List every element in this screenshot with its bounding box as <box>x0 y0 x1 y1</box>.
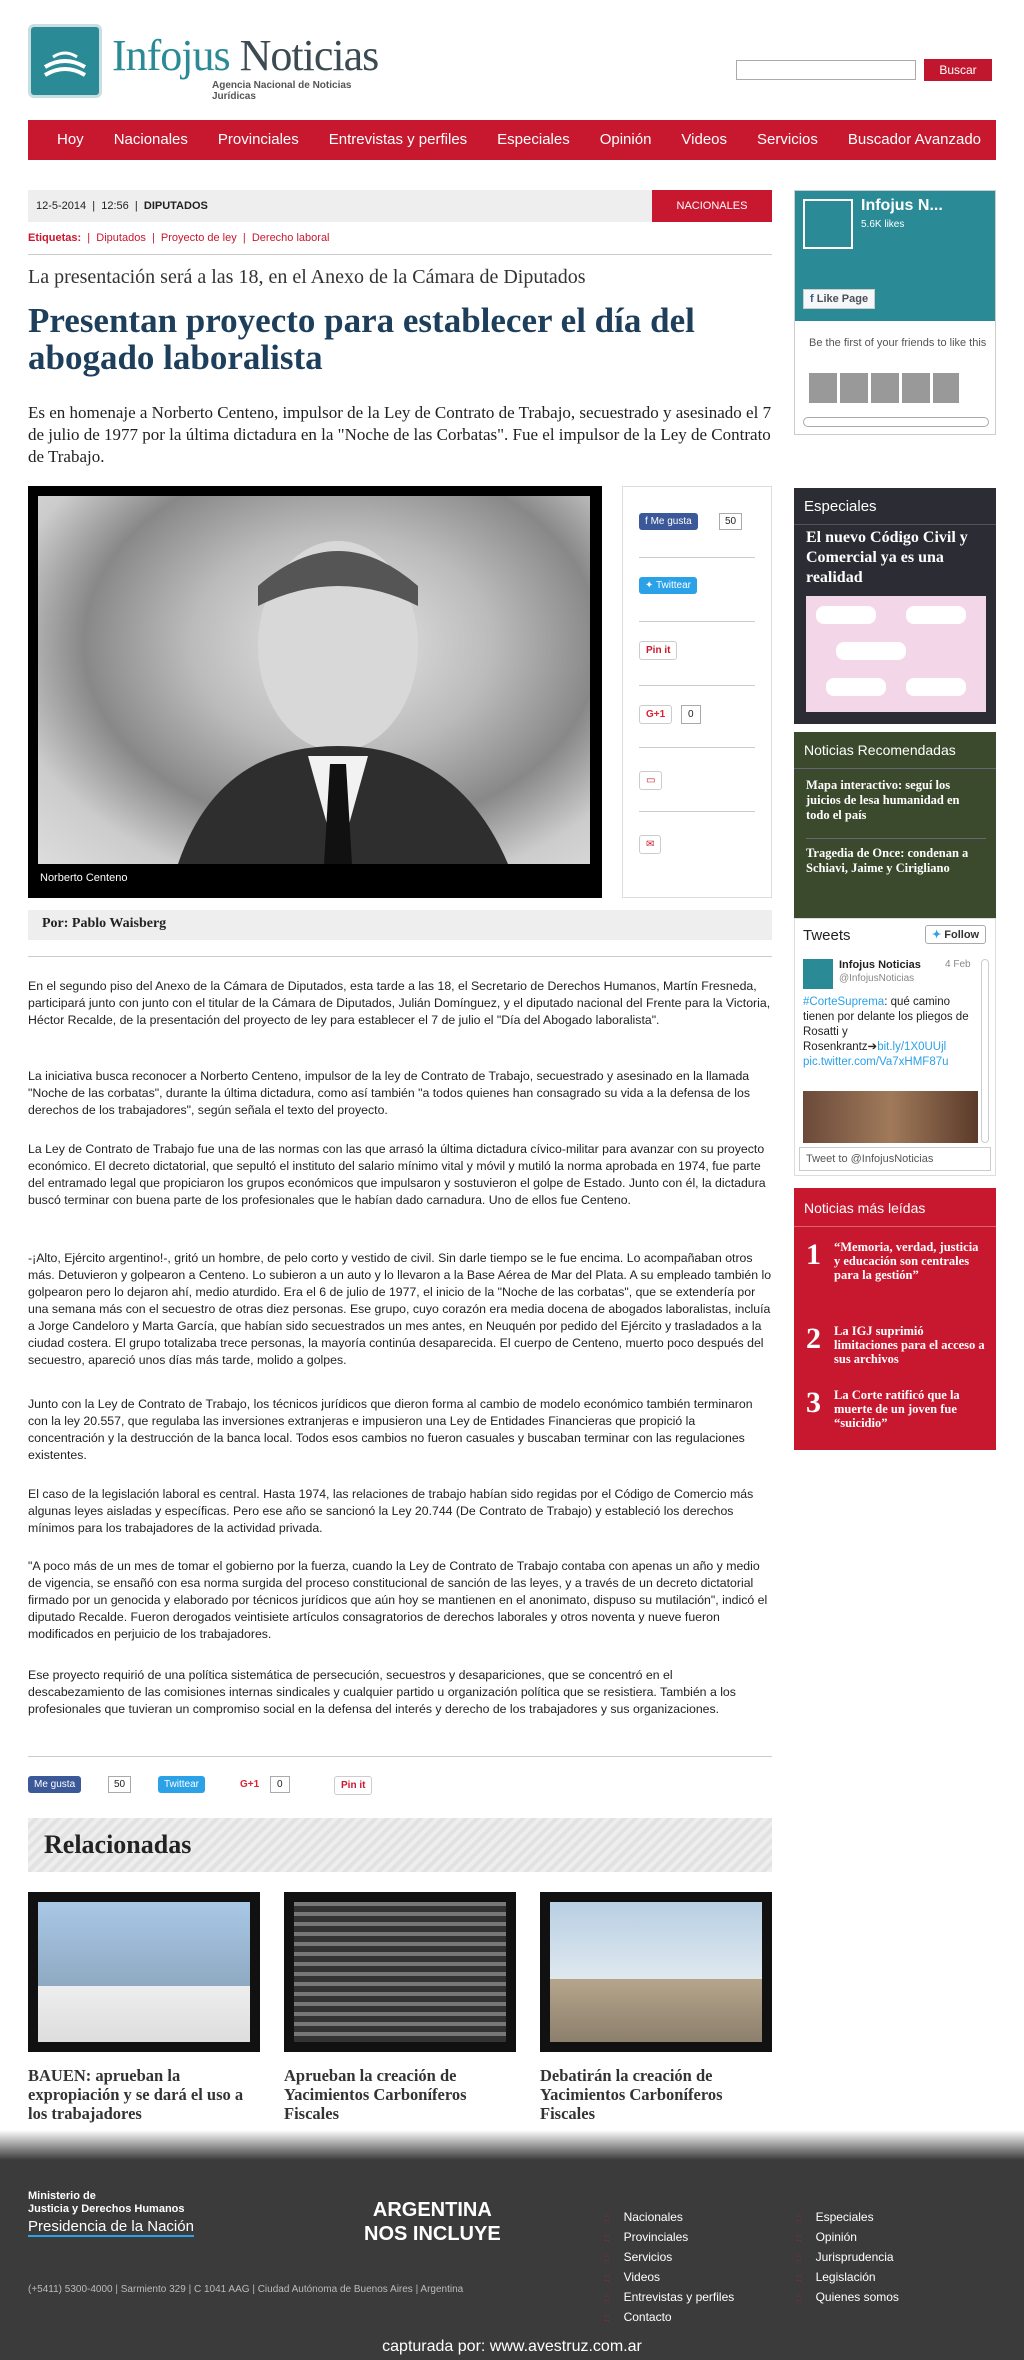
divider <box>639 557 755 558</box>
like-count: 50 <box>719 513 742 530</box>
tags-row: Etiquetas: | Diputados | Proyecto de ley | Derecho laboral <box>28 232 330 244</box>
bottom-share-bar <box>28 1774 772 1798</box>
divider <box>28 956 772 957</box>
print-icon[interactable]: ▭ <box>639 771 662 790</box>
tweet-label: Twittear <box>655 580 691 591</box>
mas-leida-item[interactable]: La Corte ratificó que la muerte de un joven fue “suicidio” <box>834 1388 960 1430</box>
related-image <box>284 1892 516 2052</box>
divider <box>639 621 755 622</box>
divider <box>806 838 986 839</box>
presidency-label: Presidencia de la Nación <box>28 2218 194 2235</box>
site-logo[interactable] <box>28 24 398 102</box>
nav-hoy[interactable]: Hoy <box>57 131 84 148</box>
footer-link[interactable]: :: Servicios <box>604 2250 672 2264</box>
ministry-line: Justicia y Derechos Humanos <box>28 2203 185 2215</box>
related-title-link[interactable]: Debatirán la creación de Yacimientos Carboníferos Fiscales <box>540 2066 723 2123</box>
tweet-link[interactable]: pic.twitter.com/Va7xHMF87u <box>803 1056 949 1068</box>
related-header <box>28 1818 772 1872</box>
fb-friends-text: Be the first of your friends to like this <box>809 337 987 349</box>
related-image <box>540 1892 772 2052</box>
footer-link[interactable]: :: Provinciales <box>604 2230 688 2244</box>
article-meta-bar: 12-5-2014 | 12:56 | DIPUTADOS NACIONALES <box>28 190 772 222</box>
article-byline: Por: Pablo Waisberg <box>28 910 772 940</box>
related-title: Relacionadas <box>44 1830 192 1859</box>
twitter-widget <box>794 918 996 1176</box>
article-paragraph: Ese proyecto requirió de una política sistemática de persecución, secuestros y desapariciones, que se concentró en el descabezamiento de las comisiones internas sindicales y cualquier partido u organización política que se resistiera. También a los profesionales que tuvieran un compromiso social en la defensa del interés y derecho de los trabajadores y sus organizaciones. <box>28 1668 736 1716</box>
fb-like-count: 5.6K likes <box>861 219 905 230</box>
especiales-title: Especiales <box>804 498 877 515</box>
nav-videos[interactable]: Videos <box>681 131 728 148</box>
footer-link[interactable]: :: Videos <box>604 2270 660 2284</box>
logo-tagline: Agencia Nacional de Noticias Jurídicas <box>212 80 352 102</box>
article-photo <box>28 486 602 898</box>
gplus-count: 0 <box>270 1776 290 1793</box>
email-icon[interactable]: ✉ <box>639 835 661 854</box>
article-headline: Presentan proyecto para establecer el día del abogado laboralista <box>28 301 695 377</box>
related-card[interactable] <box>284 1892 516 2123</box>
fb-icon: f <box>645 516 651 527</box>
especiales-box <box>794 488 996 724</box>
footer-link[interactable]: :: Quienes somos <box>796 2290 899 2304</box>
tweet-button[interactable] <box>639 577 697 594</box>
footer-link[interactable]: :: Jurisprudencia <box>796 2250 894 2264</box>
rank-number: 2 <box>806 1322 821 1355</box>
fb-cover <box>795 191 995 321</box>
related-title-link[interactable]: Aprueban la creación de Yacimientos Carboníferos Fiscales <box>284 2066 467 2123</box>
search-button[interactable]: Buscar <box>924 59 992 81</box>
nav-especiales[interactable]: Especiales <box>497 131 570 148</box>
article-paragraph: El caso de la legislación laboral es central. Hasta 1974, las relaciones de trabajo habían sido regidas por el Código de Comercio más algunas leyes aisladas y específicas. Pero ese año se sancionó la Ley 20.744 (De Contrato de Trabajo) y estableció los derechos mínimos para los trabajadores de la actividad privada. <box>28 1487 754 1535</box>
tweet-body: : qué camino tienen por delante los pliegos de Rosatti y Rosenkrantz➔ <box>803 996 969 1053</box>
portrait-image <box>38 496 590 864</box>
footer-link[interactable]: :: Nacionales <box>604 2210 683 2224</box>
logo-book-icon <box>28 24 102 98</box>
divider <box>639 747 755 748</box>
recomendada-item[interactable]: Mapa interactivo: seguí los juicios de lesa humanidad en todo el país <box>806 778 960 822</box>
search-input[interactable] <box>736 60 916 80</box>
divider <box>28 1756 772 1757</box>
related-title-link[interactable]: BAUEN: aprueban la expropiación y se dará el uso a los trabajadores <box>28 2066 244 2123</box>
main-navigation <box>28 120 996 160</box>
recomendada-item[interactable]: Tragedia de Once: condenan a Schiavi, Jaime y Cirigliano <box>806 846 969 875</box>
rank-number: 1 <box>806 1238 821 1271</box>
ministry-line: Ministerio de <box>28 2190 96 2202</box>
article-paragraph: Junto con la Ley de Contrato de Trabajo, los técnicos jurídicos que dieron forma al cambio de modelo económico también terminaron con la ley 20.557, que regulaba las inversiones extranjeras e impusieron una Ley de Entidades Financieras que propició la concentración y la destrucción de la banca local. Todos esos cambios no fueron casuales y buscaban terminar con las regulaciones existentes. <box>28 1397 753 1462</box>
twitter-bird-icon: ✦ <box>932 929 945 941</box>
article-paragraph: -¡Alto, Ejército argentino!-, gritó un hombre, de pelo corto y vestido de civil. Sin darle tiempo se le fue encima. Lo acompañaban otros más. Detuvieron y golpearon a Centeno. Lo subieron a un auto y lo llevaron a la Base Aérea de Mar del Plata. A su empleado también lo golpearon pero lo dejaron ahí, medio aturdido. Era el 6 de julio de 1977, el inicio de la "Noche de las corbatas", que se extendería por una semana más con el secuestro de otras diez personas. Ese grupo, cuyo corazón era media docena de abogados laboralistas, incluía a Jorge Candeloro y Marta García, que habían sido secuestrados un mes antes, en Neuquén por pedido del Ejército y trasladados a la ciudad costera. El grupo totalizaba trece personas, la mayoría continúa desaparecida. El cuerpo de Centeno, muerto poco después del secuestro, apareció unos días más tarde, molido a golpes. <box>28 1251 772 1367</box>
mas-leida-item[interactable]: La IGJ suprimió limitaciones para el acceso a sus archivos <box>834 1324 985 1366</box>
twitter-bird-icon: ✦ <box>645 580 656 591</box>
tweet-button[interactable]: Twittear <box>158 1776 205 1793</box>
rank-number: 3 <box>806 1386 821 1419</box>
gplus-count: 0 <box>681 705 701 724</box>
fb-page-name[interactable]: Infojus N... <box>861 197 943 214</box>
nav-opinion[interactable]: Opinión <box>599 131 652 148</box>
recomendadas-title: Noticias Recomendadas <box>804 742 956 758</box>
divider <box>28 254 772 255</box>
footer-link[interactable]: :: Contacto <box>604 2310 672 2324</box>
argentina-logo <box>364 2198 501 2246</box>
related-card[interactable] <box>540 1892 772 2123</box>
especiales-item[interactable]: El nuevo Código Civil y Comercial ya es una realidad <box>806 529 968 586</box>
article-section[interactable]: DIPUTADOS <box>143 200 208 212</box>
divider <box>794 768 996 769</box>
mas-leidas-box <box>794 1188 996 1450</box>
tags-label: Etiquetas: <box>28 232 82 244</box>
twitter-follow-button[interactable] <box>925 925 986 944</box>
nav-entrevistas[interactable]: Entrevistas y perfiles <box>328 131 468 148</box>
article-date: 12-5-2014 <box>36 200 87 212</box>
tweet-avatar[interactable] <box>803 959 833 989</box>
like-page-label: Like Page <box>816 293 869 305</box>
category-badge[interactable]: NACIONALES <box>652 190 772 222</box>
mas-leidas-title: Noticias más leídas <box>804 1200 926 1216</box>
ministry-logo[interactable] <box>28 2190 194 2237</box>
article-lead: Es en homenaje a Norberto Centeno, impulsor de la Ley de Contrato de Trabajo, secuestrado y asesinado el 7 de julio de 1977 por la última dictadura en la "Noche de las Corbatas". Fue el impulsor de la Ley de Contrato de Trabajo. <box>28 403 772 466</box>
tweet-text <box>803 995 978 1070</box>
fb-friend-avatars <box>809 373 959 403</box>
nav-servicios[interactable]: Servicios <box>757 131 818 148</box>
tweet-hashtag[interactable]: #CorteSuprema <box>803 996 885 1008</box>
nav-buscador-avanzado[interactable]: Buscador Avanzado <box>847 131 982 148</box>
nav-provinciales[interactable]: Provinciales <box>217 131 299 148</box>
article-paragraph: La iniciativa busca reconocer a Norberto Centeno, impulsor de la ley de Contrato de Trabajo, secuestrado y asesinado en la llamada "Noche de las corbatas", durante la última dictadura, como así también "a todos quienes han consagrado su vida a la defensa de los derechos de los trabajadores", según señala el texto del proyecto. <box>28 1069 750 1117</box>
footer-link[interactable]: :: Especiales <box>796 2210 874 2224</box>
pinit-button[interactable]: Pin it <box>334 1776 372 1795</box>
footer-link[interactable]: :: Legislación <box>796 2270 876 2284</box>
photo-caption: Norberto Centeno <box>40 872 128 884</box>
article-time: 12:56 <box>101 200 129 212</box>
footer-fade <box>0 2130 1024 2160</box>
fb-scrollbar[interactable] <box>803 417 989 427</box>
especiales-image[interactable] <box>806 596 986 712</box>
capture-credit: capturada por: www.avestruz.com.ar <box>382 2338 642 2355</box>
recomendadas-box <box>794 732 996 918</box>
tweets-title: Tweets <box>803 927 851 944</box>
share-box <box>622 486 772 898</box>
follow-label: Follow <box>944 929 980 941</box>
fb-like-page-button[interactable] <box>803 289 875 309</box>
footer-address: (+5411) 5300-4000 | Sarmiento 329 | C 1041 AAG | Ciudad Autónoma de Buenos Aires | Argentina <box>28 2284 464 2295</box>
mas-leida-item[interactable]: “Memoria, verdad, justicia y educación son centrales para la gestión” <box>834 1240 979 1282</box>
tweet-date: 4 Feb <box>945 959 971 970</box>
like-label: Me gusta <box>650 516 692 527</box>
like-count: 50 <box>108 1776 131 1793</box>
tweet-link[interactable]: bit.ly/1X0UUjl <box>877 1041 947 1053</box>
fb-icon: f <box>810 293 817 305</box>
tweet-user[interactable]: Infojus Noticias <box>839 959 921 971</box>
footer-link[interactable]: :: Entrevistas y perfiles <box>604 2290 734 2304</box>
nav-nacionales[interactable]: Nacionales <box>113 131 188 148</box>
article-paragraph: En el segundo piso del Anexo de la Cámara de Diputados, esta tarde a las 18, el Secretario de Derechos Humanos, Martín Fresneda, participará junto con junto con el titular de la Cámara de Diputados, Julián Domínguez, y el diputado nacional del Frente para la Victoria, Héctor Recalde, de la presentación del proyecto de ley para establecer el 7 de julio el "Día del Abogado laboralista". <box>28 979 771 1027</box>
article-kicker: La presentación será a las 18, en el Anexo de la Cámara de Diputados <box>28 266 586 288</box>
tag-link[interactable]: Derecho laboral <box>251 232 330 244</box>
pinit-button[interactable]: Pin it <box>639 641 677 660</box>
fb-like-button[interactable]: Me gusta <box>28 1776 81 1793</box>
gplus-button[interactable]: G+1 <box>639 705 672 724</box>
article-paragraph: La Ley de Contrato de Trabajo fue una de las normas con las que arrasó la última dictadura cívico-militar para avanzar con su proyecto económico. El decreto dictatorial, que sepultó el instituto del salario mínimo vital y móvil y mutiló la norma aprobada en 1974, fue parte del entramado legal que propiciaron los grupos económicos que impulsaron y sostuvieron el golpe de Estado. Junto con él, la dictadura buscó terminar con buena parte de los profesionales que le habían dado carnadura. Uno de ellos fue Centeno. <box>28 1142 766 1207</box>
gplus-button[interactable]: G+1 <box>240 1779 260 1790</box>
fb-like-button[interactable] <box>639 513 698 530</box>
tag-link[interactable]: Diputados <box>96 232 146 244</box>
tag-link[interactable]: Proyecto de ley <box>160 232 237 244</box>
fb-page-avatar <box>803 199 853 249</box>
footer-link[interactable]: :: Opinión <box>796 2230 857 2244</box>
tweet-image[interactable] <box>803 1091 978 1143</box>
logo-word: Noticias <box>239 31 379 80</box>
divider <box>639 685 755 686</box>
argentina-line: ARGENTINA <box>372 2199 492 2221</box>
tweet-compose-input[interactable]: Tweet to @InfojusNoticias <box>799 1147 991 1171</box>
divider <box>794 524 996 525</box>
site-footer <box>0 2160 1024 2360</box>
related-image <box>28 1892 260 2052</box>
article-paragraph: "A poco más de un mes de tomar el gobierno por la fuerza, cuando la Ley de Contrato de Trabajo contaba con apenas un año y medio de vigencia, se ensañó con esa norma surgida del proceso constitucional de sanción de las leyes, y a través de un decreto dictatorial firmado por un genocida y elaborado por técnicos jurídicos que aún hoy se mantienen en el anonimato, dispuso su mutilación", indicó el diputado Recalde. Fueron derogados veintisiete artículos consagratorios de derechos laborales y otros noventa y nueve fueron modificados en perjuicio de los trabajadores. <box>28 1559 768 1641</box>
related-card[interactable] <box>28 1892 260 2123</box>
tweet-handle: @InfojusNoticias <box>839 973 915 984</box>
divider <box>794 1226 996 1227</box>
tweets-scrollbar[interactable] <box>981 959 989 1143</box>
divider <box>639 811 755 812</box>
facebook-widget <box>794 190 996 435</box>
argentina-line: NOS INCLUYE <box>364 2223 501 2245</box>
logo-brand: Infojus <box>112 31 230 80</box>
